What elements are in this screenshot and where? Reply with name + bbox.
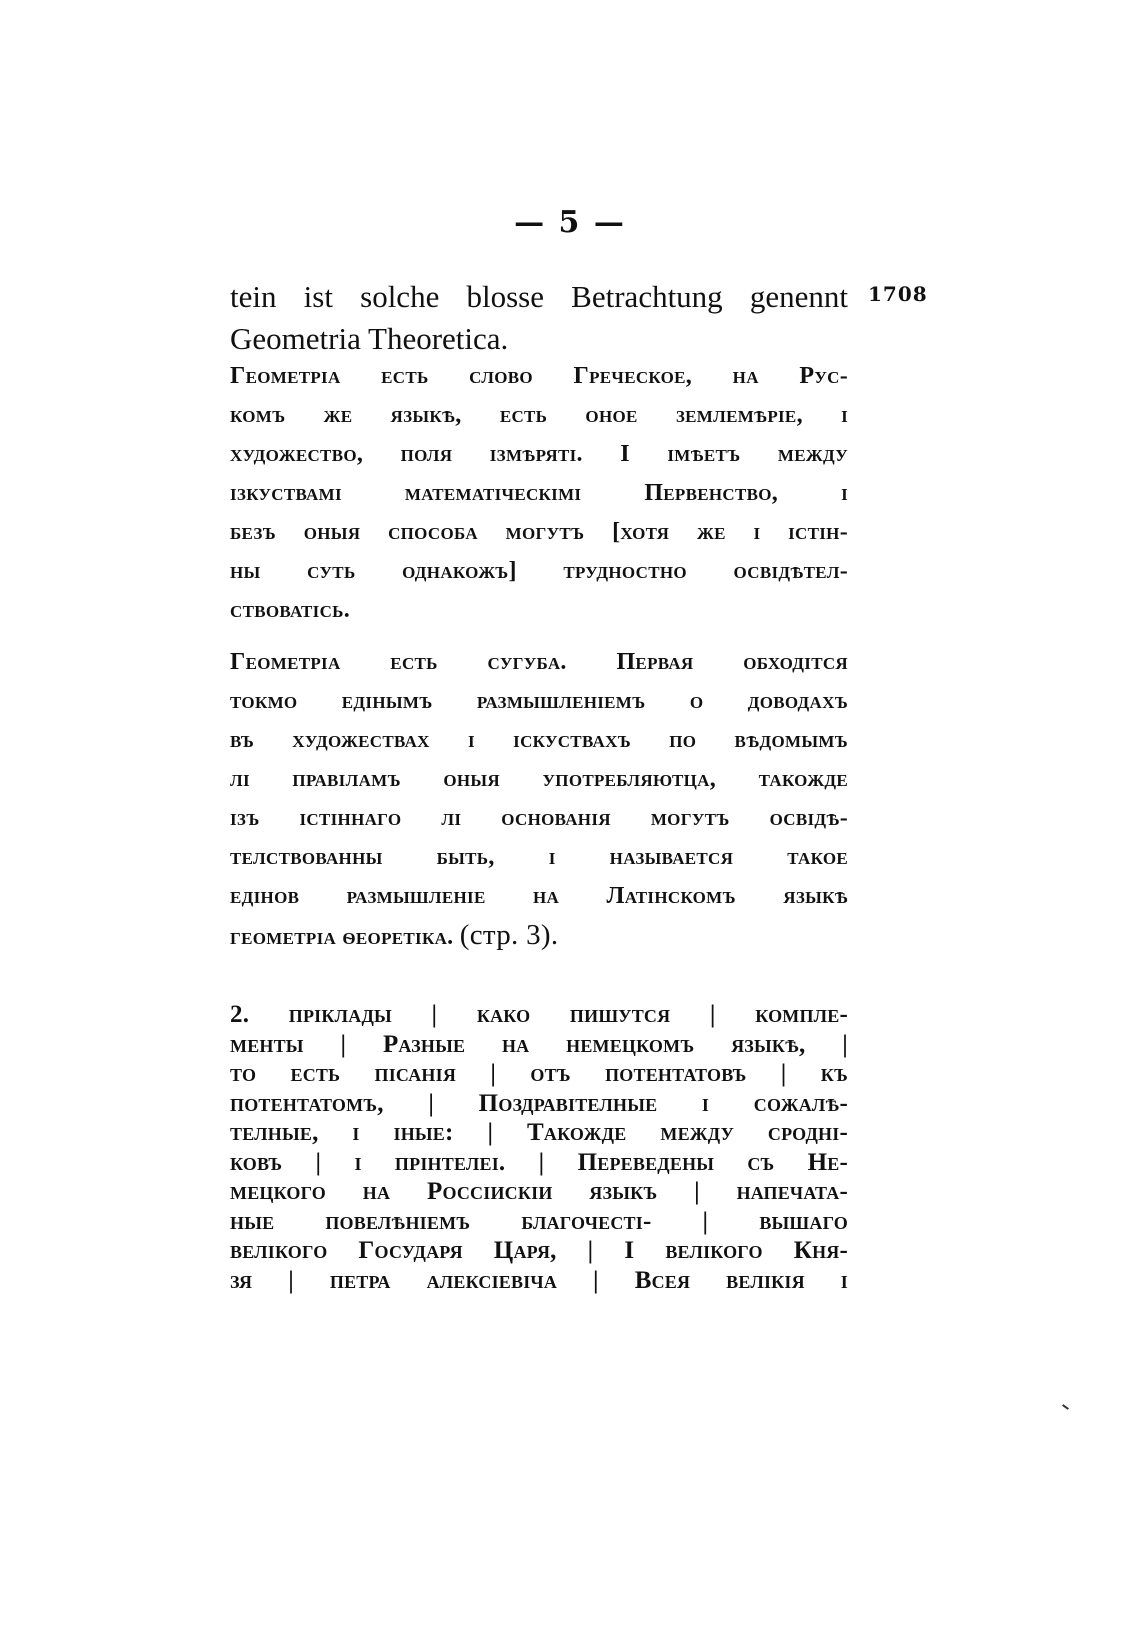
paragraph-line: ны суть однакожъ] трудностно освідѣтел- — [230, 558, 848, 584]
paragraph-line — [230, 916, 848, 957]
title-line: мецкого на Россіискіи языкъ | напечата- — [230, 1178, 848, 1205]
margin-year: 1708 — [868, 282, 928, 306]
paragraph-line: ізъ істіннаго лі основанія могутъ освідѣ- — [230, 805, 848, 831]
paragraph-line: Геометріа есть слово Греческое, на Рус- — [230, 363, 848, 389]
title-line: телные, і іные: | Такожде между сродні- — [230, 1119, 848, 1146]
paragraph-line: комъ же языкѣ, есть оное землемѣріе, і — [230, 402, 848, 428]
paragraph-line: художество, поля ізмѣряті. І імѣетъ между — [230, 441, 848, 467]
title-line: ковъ | і прінтелеі. | Переведены съ Не- — [230, 1148, 848, 1176]
title-line: потентатомъ, | Поздравітелные і сожалѣ- — [230, 1089, 848, 1117]
paragraph-line: въ художествах і іскуствахъ по вѣдомымъ — [230, 727, 848, 753]
title-entry — [230, 1000, 848, 1295]
paragraph-line: ізкуствамі математіческімі Первенство, і — [230, 480, 848, 506]
german-line: Geometria Theoretica. — [230, 321, 509, 356]
page-number: — 5 — — [514, 205, 626, 240]
paragraph-line: токмо едінымъ размышленіемъ о доводахъ — [230, 688, 848, 714]
paragraph-line: едінов размышленіе на Латінскомъ языкѣ — [230, 883, 848, 909]
paragraph-geometry-twofold — [230, 643, 848, 957]
stray-ink-mark — [1062, 1404, 1069, 1410]
paragraph-line: лі правіламъ оныя употребляютца, такожде — [230, 766, 848, 792]
title-line: то есть пісанія | отъ потентатовъ | къ — [230, 1060, 848, 1087]
title-line — [230, 1000, 848, 1030]
paragraph-line: телствованны быть, і называется такое — [230, 844, 848, 870]
title-line: ные повелѣніемъ благочесті- | вышаго — [230, 1207, 848, 1235]
paragraph-line: безъ оныя способа могутъ [хотя же і істін- — [230, 519, 848, 545]
paragraph-last-words: геометріа ѳеоретіка. — [230, 924, 454, 950]
paragraph-geometry-definition — [230, 357, 848, 630]
title-first-line-text: пріклады | како пишутся | компле- — [288, 1001, 848, 1028]
entry-number: 2. — [230, 1001, 250, 1028]
paragraph-line: ствоватісь. — [230, 597, 350, 623]
page-reference: (стр. 3). — [459, 919, 559, 951]
title-line: велікого Государя Царя, | І велікого Кня- — [230, 1237, 848, 1264]
title-line: зя | петра алексіевіча | Всея велікія і — [230, 1266, 848, 1294]
german-line: tein ist solche blosse Betrachtung genennt — [230, 279, 848, 314]
german-text-block — [230, 276, 848, 360]
title-line: менты | Разные на немецкомъ языкѣ, | — [230, 1030, 848, 1058]
paragraph-line: Геометріа есть сугуба. Первая обходітся — [230, 649, 848, 675]
